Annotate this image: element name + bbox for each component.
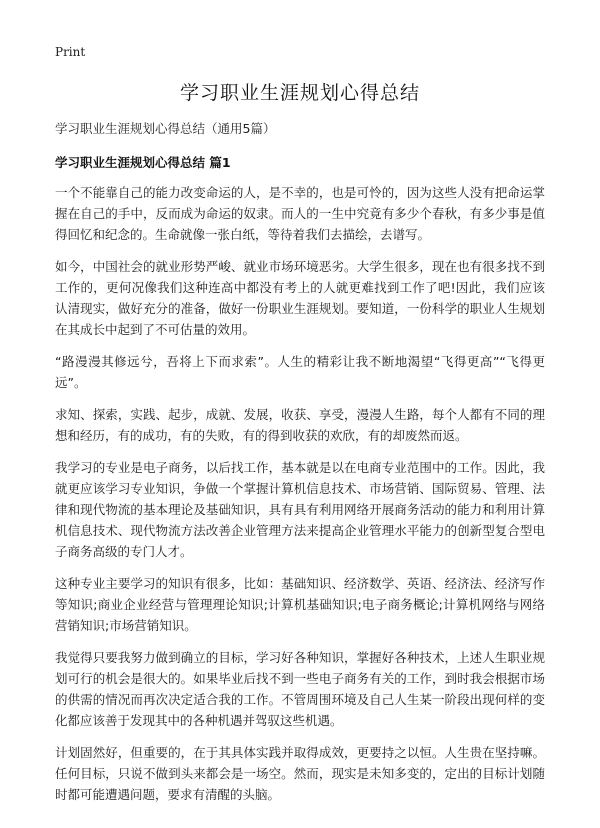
- paragraph: 计划固然好，但重要的，在于其具体实践并取得成效，更要持之以恒。人生贵在坚持嘛。任何目标，只说不做到头来都会是一场空。然而，现实是未知多变的，定出的目标计划随时都可能遭遇问题，要求有清醒的头脑。: [55, 745, 545, 802]
- document-subtitle: 学习职业生涯规划心得总结（通用5篇）: [55, 121, 276, 136]
- paragraph: 我学习的专业是电子商务，以后找工作，基本就是以在电商专业范围中的工作。因此，我就更应该学习专业知识，争做一个掌握计算机信息技术、市场营销、国际贸易、管理、法律和现代物流的基本理论及基础知识，具有具有利用网络开展商务活动的能力和利用计算机信息技术、现代物流方法改善企业管理方法来提高企业管理水平能力的创新型复合型电子商务高级的专门人才。: [55, 460, 545, 559]
- paragraph: 如今，中国社会的就业形势严峻、就业市场环境恶劣。大学生很多，现在也有很多找不到工作的，更何况像我们这种连高中都没有考上的人就更难找到工作了吧!因此，我们应该认清现实，做好充分的准备，做好一份职业生涯规划。要知道，一份科学的职业人生规划在其成长中起到了不可估量的效用。: [55, 259, 545, 337]
- print-link[interactable]: Print: [55, 45, 86, 59]
- paragraph: 我觉得只要我努力做到确立的目标，学习好各种知识，掌握好各种技术，上述人生职业规划可行的机会是很大的。如果毕业后找不到一些电子商务有关的工作，到时我会根据市场的供需的情况而再次决定适合我的工作。不管周围环境及自己人生某一阶段出现何样的变化都应该善于发现其中的各种机遇并驾驭这些机遇。: [55, 650, 545, 728]
- body-paragraphs: [55, 182, 545, 805]
- paragraph: “路漫漫其修远兮，吾将上下而求索”。人生的精彩让我不断地渴望“飞得更高”“飞得更远”。: [55, 354, 545, 390]
- document-title: 学习职业生涯规划心得总结: [179, 82, 420, 104]
- paragraph: 这种专业主要学习的知识有很多，比如：基础知识、经济数学、英语、经济法、经济写作等知识;商业企业经营与管理理论知识;计算机基础知识;电子商务概论;计算机网络与网络营销知识;市场营销知识。: [55, 576, 545, 633]
- section-heading: 学习职业生涯规划心得总结 篇1: [55, 155, 231, 170]
- paragraph: 求知、探索，实践、起步，成就、发展，收获、享受，漫漫人生路，每个人都有不同的理想和经历，有的成功，有的失败，有的得到收获的欢欣，有的却废然而返。: [55, 407, 545, 443]
- paragraph: 一个不能靠自己的能力改变命运的人，是不幸的，也是可怜的，因为这些人没有把命运掌握在自己的手中，反而成为命运的奴隶。而人的一生中究竟有多少个春秋，有多少事是值得回忆和纪念的。生命就像一张白纸，等待着我们去描绘，去谱写。: [55, 185, 545, 242]
